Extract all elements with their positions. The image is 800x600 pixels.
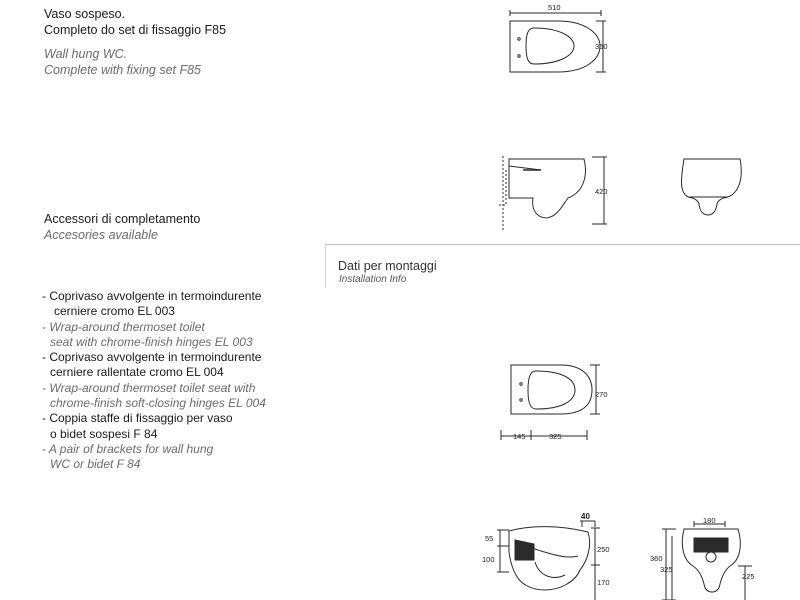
dim-inst-offset: 145 [513, 432, 526, 441]
list-item: WC or bidet F 84 [50, 457, 141, 472]
product-title-en: Wall hung WC. [44, 47, 128, 61]
list-item: seat with chrome-finish hinges EL 003 [50, 334, 253, 349]
top-view-drawing [510, 10, 606, 72]
dim-sect-lower: 170 [597, 578, 610, 587]
front-section-drawing [662, 521, 752, 600]
list-item: - Coprivaso avvolgente in termoindurente [42, 289, 262, 303]
list-item: o bidet sospesi F 84 [50, 426, 158, 441]
installation-title: Dati per montaggi [338, 259, 437, 273]
side-view-drawing [498, 156, 607, 232]
accessories-title-en: Accesories available [44, 228, 158, 242]
dim-inst-length: 325 [549, 432, 562, 441]
accessories-title-it: Accessori di completamento [44, 212, 201, 226]
dim-top-width: 510 [548, 3, 561, 12]
installation-plan-drawing [501, 365, 600, 440]
list-item: - Coprivaso avvolgente in termoindurente [42, 350, 262, 365]
installation-subtitle: Installation Info [339, 274, 407, 285]
product-title-it: Vaso sospeso. [44, 7, 126, 21]
list-item: cerniere cromo EL 003 [54, 304, 175, 319]
dim-front-width: 180 [703, 516, 716, 525]
dim-top-depth: 350 [595, 42, 608, 51]
section-view-drawing [497, 521, 600, 600]
list-item: - Coppia staffe di fissaggio per vaso [42, 411, 233, 426]
list-item: - A pair of brackets for wall hung [42, 441, 214, 456]
dim-front-h3: 225 [742, 572, 755, 581]
dim-side-height: 420 [595, 187, 608, 196]
dim-inst-depth: 270 [595, 390, 608, 399]
dim-sect-upper: 250 [597, 545, 610, 554]
list-item: cerniere rallentate cromo EL 004 [50, 365, 224, 380]
dim-sect-a: 55 [485, 534, 494, 543]
dim-sect-b: 100 [482, 555, 495, 564]
list-item: - Wrap-around thermoset toilet [42, 319, 205, 334]
dim-front-h2: 325 [660, 565, 673, 574]
product-subtitle-it: Completo do set di fissaggio F85 [44, 23, 227, 37]
front-view-drawing [681, 159, 741, 215]
dim-sect-top: 40 [581, 512, 590, 521]
list-item: - Wrap-around thermoset toilet seat with [42, 380, 256, 395]
product-subtitle-en: Complete with fixing set F85 [44, 63, 202, 77]
dim-front-h1: 360 [650, 554, 663, 563]
list-item: chrome-finish soft-closing hinges EL 004 [50, 396, 266, 411]
